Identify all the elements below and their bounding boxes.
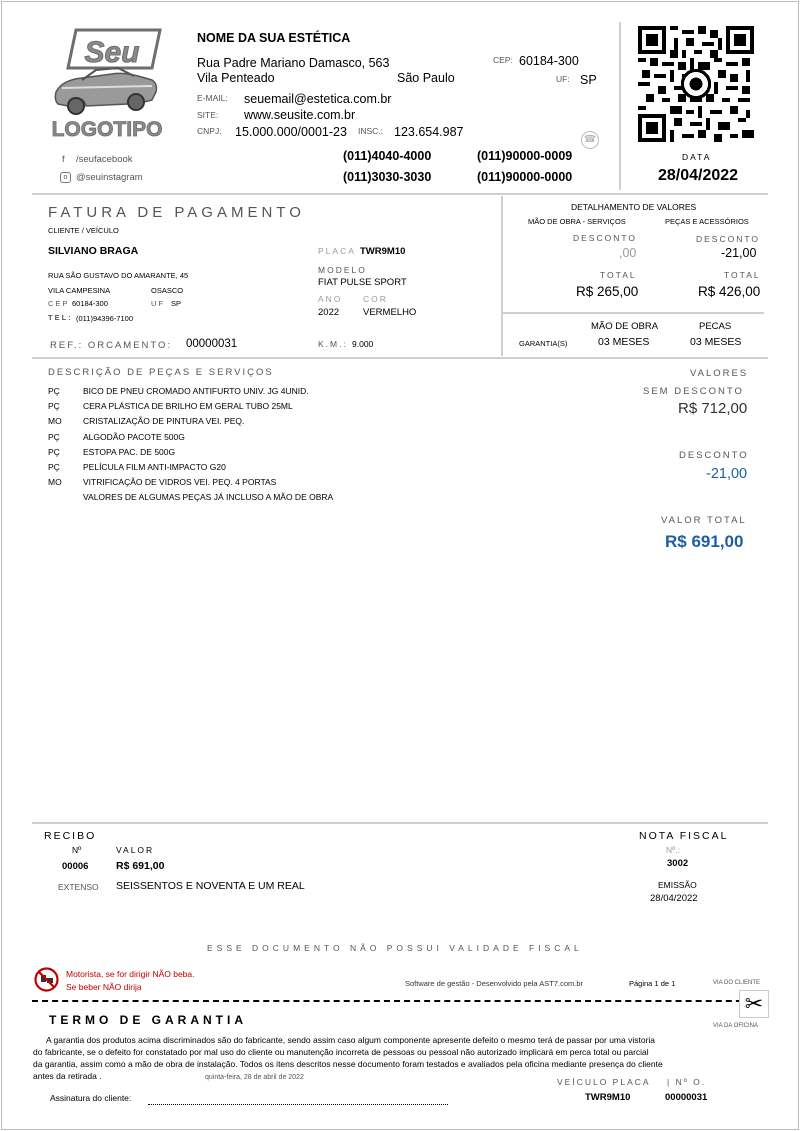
breakdown-col2-title: PEÇAS E ACESSÓRIOS [665,217,749,226]
values-discount-value: -21,00 [706,466,748,482]
year-value: 2022 [318,307,340,318]
item-type: PÇ [48,386,60,396]
item-description: CRISTALIZAÇÃO DE PINTURA VEI. PEQ. [83,416,245,427]
software-credit: Software de gestão - Desenvolvido pela AST7.com.br [405,979,584,988]
item-description: ESTOPA PAC. DE 500G [83,446,176,457]
drive-warning-1: Motorista, se for dirigir NÃO beba. [66,969,195,979]
item-description: ALGODÃO PACOTE 500G [83,431,185,442]
client-label: CLIENTE / VEÍCULO [48,226,119,235]
warranty-col1-title: MÃO DE OBRA [591,321,659,332]
km-label: K.M.: [318,339,348,349]
receipt-value: R$ 691,00 [116,860,165,872]
company-email[interactable]: seuemail@estetica.com.br [244,92,392,106]
receipt-number-label: Nº [72,845,82,855]
item-description: VITRIFICAÇÃO DE VIDROS VEI. PEQ. 4 PORTAS [83,477,277,488]
model-value: FIAT PULSE SPORT [318,277,407,288]
company-logo [52,28,162,144]
header-rule [32,193,768,195]
nota-emission: 28/04/2022 [650,893,698,904]
warranty-term-text-4: antes da retirada . [33,1071,102,1081]
invoice-title: FATURA DE PAGAMENTO [48,204,305,221]
cut-line [32,1000,762,1002]
logo-top-text: Seu [84,36,140,69]
scissors-icon: ✂ [739,990,769,1018]
warranty-term-title: TERMO DE GARANTIA [49,1013,247,1027]
color-label: COR [363,294,388,304]
fiscal-notice: ESSE DOCUMENTO NÃO POSSUI VALIDADE FISCAL [207,943,583,953]
warranty1-value: 03 MESES [598,336,650,348]
warranty2-value: 03 MESES [690,336,742,348]
total2-label: TOTAL [724,270,761,280]
email-label: E-MAIL: [197,93,228,103]
receipt-extenso: SEISSENTOS E NOVENTA E UM REAL [116,880,305,892]
nota-emission-label: EMISSÃO [658,880,697,890]
discount2-value: -21,00 [721,246,757,260]
plate-value: TWR9M10 [360,246,406,257]
model-label: MODELO [318,265,367,275]
facebook-handle[interactable]: /seufacebook [76,154,133,165]
date-value: 28/04/2022 [658,167,739,184]
logo-bottom-text: LOGOTIPO [52,118,162,141]
km-value: 9.000 [352,339,374,349]
receipt-rule [32,822,768,824]
breakdown-col1-title: MÃO DE OBRA - SERVIÇOS [528,217,626,226]
no-discount-value: R$ 712,00 [678,400,748,417]
no-drink-drive-icon [34,967,59,992]
client-tel-label: TEL: [48,313,73,322]
items-title: DESCRIÇÃO DE PEÇAS E SERVIÇOS [48,367,274,378]
drive-warning-2: Se beber NÃO dirija [66,982,142,992]
instagram-icon: o [60,172,71,183]
item-type: PÇ [48,431,60,442]
company-address-line1: Rua Padre Mariano Damasco, 563 [197,56,390,70]
via-client-label: VIA DO CLIENTE [713,980,761,986]
item-type: MO [48,416,62,427]
item-description: VALORES DE ALGUMAS PEÇAS JÁ INCLUSO A MÃO DE OBRA [83,492,334,503]
client-uf-label: UF [151,299,165,308]
invoice-rule [32,357,768,359]
nota-title: NOTA FISCAL [639,830,729,842]
company-site[interactable]: www.seusite.com.br [244,108,356,122]
item-description: CERA PLÁSTICA DE BRILHO EM GERAL TUBO 25ML [83,401,293,412]
client-cep-label: CEP [48,299,70,308]
no-discount-label: SEM DESCONTO [643,386,744,397]
color-value: VERMELHO [363,307,417,318]
insc-label: INSC.: [358,126,384,136]
item-type: MO [48,477,62,488]
receipt-title: RECIBO [44,830,97,842]
company-uf: SP [580,73,597,87]
qr-code [638,26,754,142]
warranty-term-text-1: A garantia dos produtos acima discriminados são do fabricante, sendo assim caso algum componente apresente defeito o mesmo terá de passar por uma vistoria [46,1035,656,1045]
whatsapp-icon: ☎ [581,131,599,149]
cnpj-label: CNPJ: [197,126,222,136]
nota-number-label: Nº.: [666,845,680,855]
receipt-value-label: VALOR [116,845,155,855]
via-shop-label: VIA DA OFICINA [713,1023,759,1029]
discount1-label: DESCONTO [573,233,638,243]
plate-label: PLACA [318,246,356,256]
client-street: RUA SÃO GUSTAVO DO AMARANTE, 45 [48,271,189,280]
company-uf-label: UF: [556,74,570,84]
values-title: VALORES [690,368,749,379]
breakdown-rule [503,312,764,314]
client-cep: 60184-300 [72,299,108,308]
signature-label: Assinatura do cliente: [50,1093,132,1103]
values-discount-label: DESCONTO [679,450,749,461]
phone-1: (011)4040-4000 [343,149,432,163]
warranty-col2-title: PECAS [699,321,732,332]
date-label: DATA [682,152,712,162]
facebook-icon: f [62,154,65,165]
site-label: SITE: [197,110,219,120]
warranty-term-text-2: do fabricante, se o defeito for constatado por mal uso do cliente ou manutenção incorreta de pessoas ou pessoal não autorizado implicará em perca total ou parcial [33,1047,649,1057]
company-city: São Paulo [397,71,455,85]
total1-label: TOTAL [600,270,637,280]
nota-number: 3002 [667,858,689,869]
item-type: PÇ [48,462,60,472]
item-description: BICO DE PNEU CROMADO ANTIFURTO UNIV. JG 4UNID. [83,386,309,396]
values-total-label: VALOR TOTAL [661,515,747,526]
instagram-handle[interactable]: @seuinstagram [76,172,143,183]
company-cnpj: 15.000.000/0001-23 [235,125,347,139]
total2-value: R$ 426,00 [698,284,761,299]
warranty-vehicle-label: VEÍCULO PLACA [557,1077,651,1087]
total1-value: R$ 265,00 [576,284,639,299]
company-cep-label: CEP: [493,55,513,65]
company-name: NOME DA SUA ESTÉTICA [197,31,351,45]
client-uf: SP [171,299,182,308]
client-district: VILA CAMPESINA [48,286,111,295]
values-total-value: R$ 691,00 [665,532,744,551]
company-address-line2: Vila Penteado [197,71,275,85]
item-type: PÇ [48,446,60,457]
ref-value: 00000031 [186,338,238,350]
warranty-plate: TWR9M10 [585,1092,631,1103]
item-description: PELÍCULA FILM ANTI-IMPACTO G20 [83,462,226,472]
page-indicator: Página 1 de 1 [629,979,676,988]
whatsapp-2: (011)90000-0000 [477,170,573,184]
client-tel: (011)94396-7100 [76,314,133,323]
breakdown-divider [501,196,503,356]
breakdown-title: DETALHAMENTO DE VALORES [571,202,697,212]
discount1-value: ,00 [619,246,637,260]
signature-line[interactable] [148,1104,448,1105]
warranty-number: 00000031 [665,1092,708,1103]
warranty-term-date: quinta-feira, 28 de abril de 2022 [205,1074,304,1081]
receipt-number: 00006 [62,861,89,872]
phone-2: (011)3030-3030 [343,170,432,184]
client-city: OSASCO [151,286,184,295]
warranty-term-text-3: da garantia, assim como a mão de obra de instalação. Todos os itens descritos nesse documento foram testados e avaliados pela oficina mediante presença do cliente [33,1059,663,1069]
client-name: SILVIANO BRAGA [48,245,139,257]
year-label: ANO [318,294,343,304]
company-cep: 60184-300 [519,54,579,68]
header-divider [619,22,621,190]
discount2-label: DESCONTO [696,234,761,244]
ref-label: REF.: ORCAMENTO: [50,340,173,351]
company-insc: 123.654.987 [394,125,464,139]
warranty-number-label: | Nº O. [667,1077,707,1087]
item-type: PÇ [48,401,60,412]
warranty-label: GARANTIA(S) [519,339,568,348]
receipt-extenso-label: EXTENSO [58,882,99,892]
whatsapp-1: (011)90000-0009 [477,149,573,163]
